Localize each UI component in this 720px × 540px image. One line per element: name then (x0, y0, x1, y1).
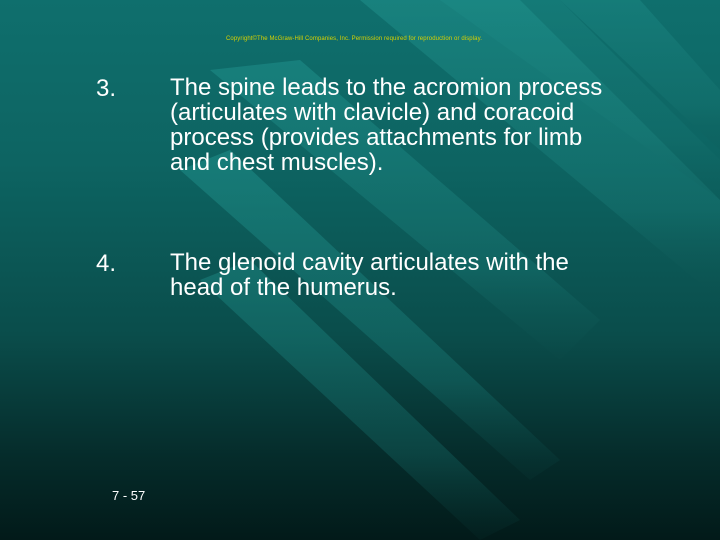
item-text-3: The spine leads to the acromion process (articulates with clavicle) and coracoid process (provides attachments for limb and chest muscles). (170, 74, 603, 176)
copyright-notice: Copyright©The McGraw-Hill Companies, Inc. Permission required for reproduction or display. (225, 36, 483, 42)
page-number: 7 - 57 (112, 488, 146, 503)
item-text-4: The glenoid cavity articulates with the head of the humerus. (170, 249, 569, 301)
item-number-4: 4. (96, 250, 117, 277)
item-number-3: 3. (96, 75, 117, 102)
